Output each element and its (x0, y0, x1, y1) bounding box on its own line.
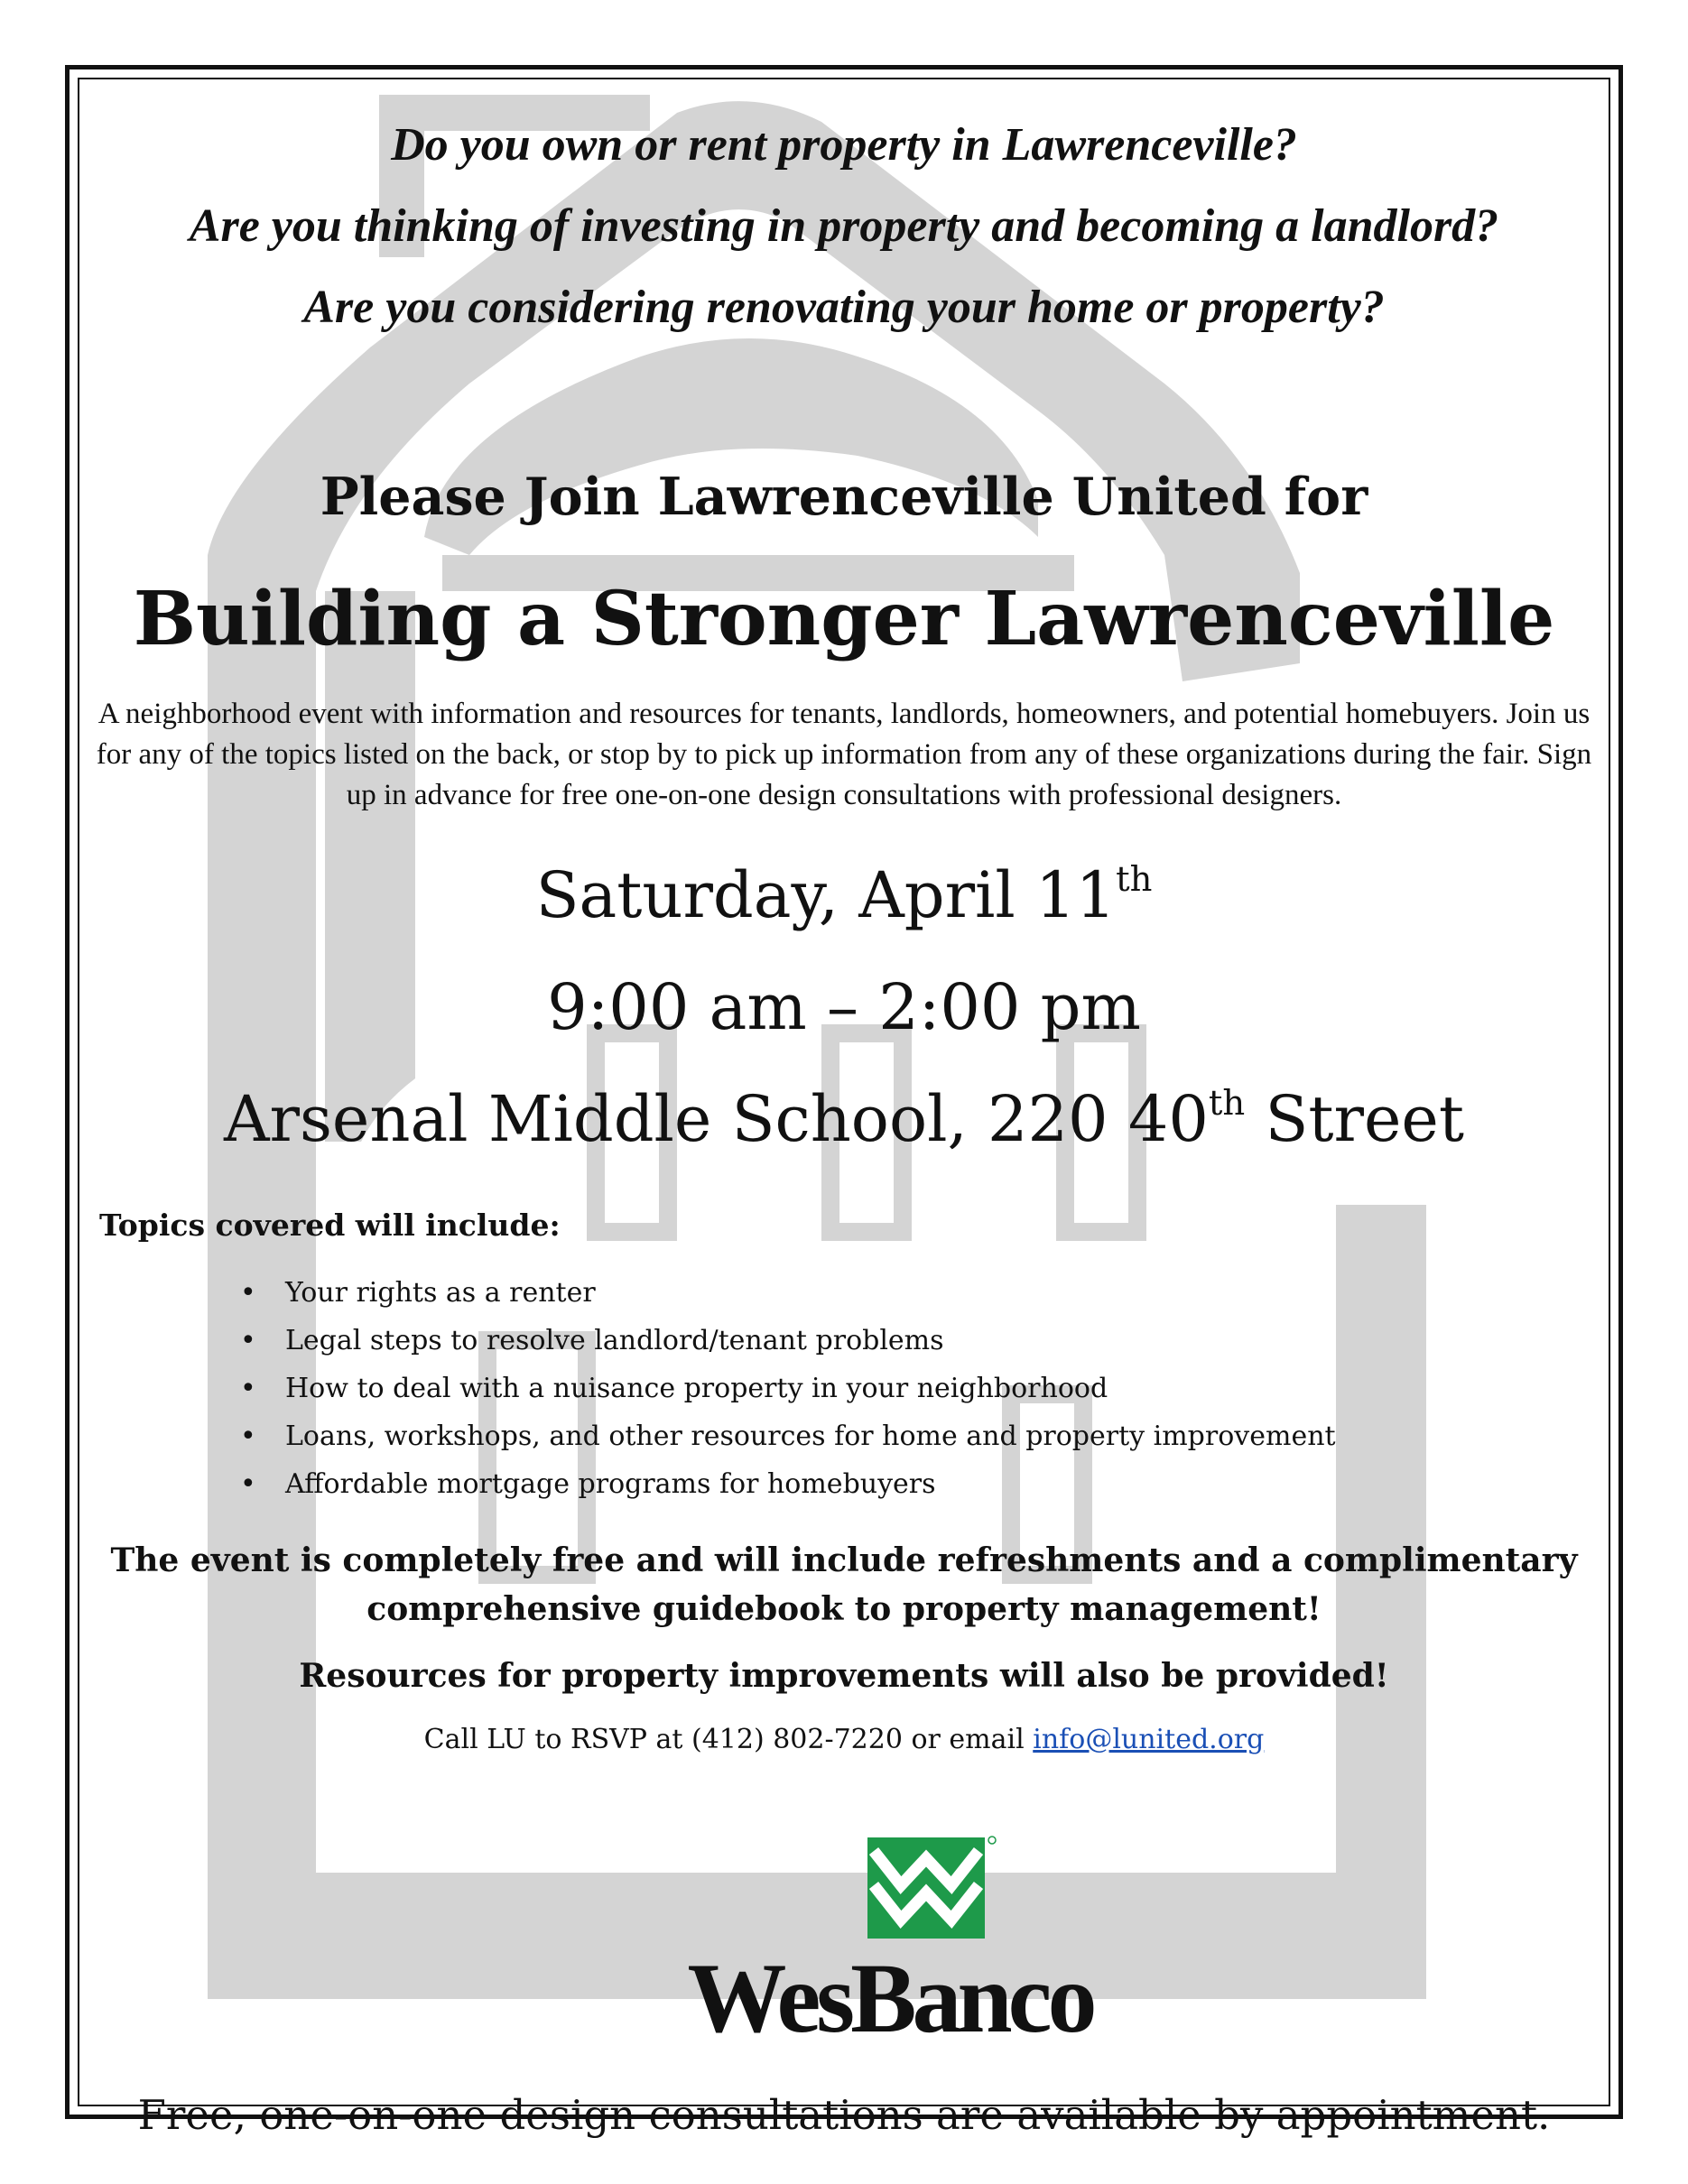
question-own-rent: Do you own or rent property in Lawrenceville? (391, 119, 1297, 171)
wesbanco-wordmark: WesBanco (687, 1943, 1093, 2053)
topic-item-nuisance-property: • How to deal with a nuisance property in your neighborhood (240, 1365, 1336, 1412)
question-renovating: Are you considering renovating your home or property? (303, 282, 1385, 333)
event-time: 9:00 am – 2:00 pm (547, 970, 1141, 1044)
join-line: Please Join Lawrenceville United for (320, 467, 1368, 527)
flyer-content (78, 78, 1610, 2139)
event-title: Building a Stronger Lawrenceville (133, 576, 1555, 662)
event-location-part1: Arsenal Middle School, 220 40 (224, 1082, 1209, 1156)
wesbanco-mark-icon (867, 1837, 996, 1939)
event-date-main: Saturday, April 11 (535, 858, 1117, 932)
topics-heading: Topics covered will include: (99, 1208, 561, 1243)
free-event-note: The event is completely free and will include refreshments and a complimentary comprehensive guidebook to property management! (110, 1541, 1578, 1628)
rsvp-line (78, 1720, 1610, 1760)
rsvp-text: Call LU to RSVP at (412) 802-7220 or email (423, 1724, 1034, 1755)
topic-item-loans-workshops: • Loans, workshops, and other resources for home and property improvement (240, 1412, 1336, 1460)
rsvp-email-link[interactable]: info@lunited.org (1033, 1724, 1265, 1755)
event-location-part2: Street (1245, 1082, 1464, 1156)
resources-note: Resources for property improvements will also be provided! (299, 1657, 1389, 1695)
question-investing: Are you thinking of investing in property and becoming a landlord? (189, 200, 1499, 252)
wesbanco-logo (637, 1815, 1143, 2077)
topics-list (240, 1269, 1336, 1508)
event-date (78, 850, 1610, 940)
event-location-suffix: th (1208, 1083, 1246, 1124)
topic-item-mortgage-programs: • Affordable mortgage programs for homebuyers (240, 1460, 1336, 1508)
event-date-suffix: th (1116, 859, 1153, 901)
topic-item-legal-steps: • Legal steps to resolve landlord/tenant problems (240, 1317, 1336, 1365)
event-location (78, 1074, 1610, 1164)
footer-note: Free, one-on-one design consultations are available by appointment. (137, 2091, 1551, 2139)
header-questions (78, 105, 1610, 348)
topic-item-renter-rights: • Your rights as a renter (240, 1269, 1336, 1317)
event-description: A neighborhood event with information and resources for tenants, landlords, homeowners, and potential homebuyers. Join us for any of the topics listed on the back, or stop by to pick up information from any of these organizations during the fair. Sign up in advance for free one-on-one design consultations with professional designers. (96, 698, 1592, 811)
